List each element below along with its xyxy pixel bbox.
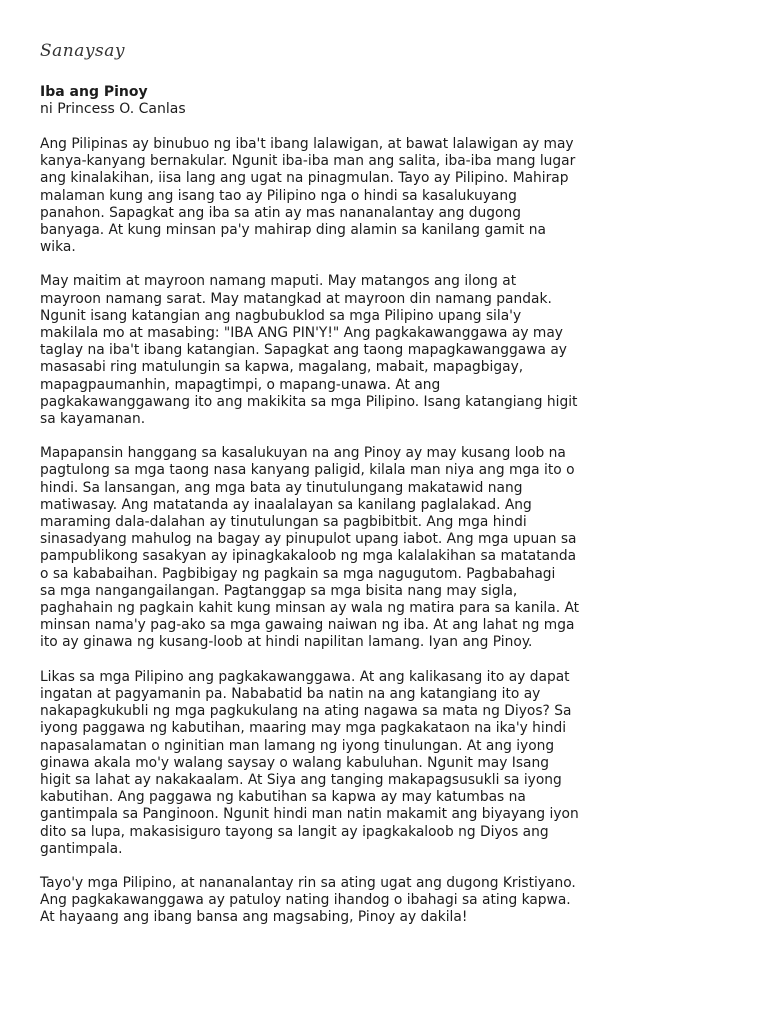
text-line: ito ay ginawa ng kusang-loob at hindi napilitan lamang. Iyan ang Pinoy.	[40, 634, 533, 651]
text-line: gantimpala.	[40, 840, 123, 857]
paragraph	[40, 445, 756, 651]
text-line: ingatan at pagyamanin pa. Nababatid ba natin na ang katangiang ito ay	[40, 685, 541, 702]
text-line: iyong paggawa ng kabutihan, maaring may mga pagkakataon na ika'y hindi	[40, 720, 567, 737]
text-line: ang kinalakihan, iisa lang ang ugat na pinagmulan. Tayo ay Pilipino. Mahirap	[40, 170, 569, 187]
paragraph	[40, 273, 756, 428]
document-category: Sanaysay	[40, 41, 125, 61]
text-line: sa mga nangangailangan. Pagtanggap sa mga bisita nang may sigla,	[40, 582, 518, 599]
text-line: Tayo'y mga Pilipino, at nananalantay rin sa ating ugat ang dugong Kristiyano.	[40, 874, 576, 891]
text-line: Likas sa mga Pilipino ang pagkakawanggawa. At ang kalikasang ito ay dapat	[40, 668, 570, 685]
text-line: Mapapansin hanggang sa kasalukuyan na ang Pinoy ay may kusang loob na	[40, 445, 566, 462]
paragraph	[40, 669, 756, 858]
text-line: pagkakawanggawang ito ang makikita sa mga Pilipino. Isang katangiang higit	[40, 393, 578, 410]
text-line: higit sa lahat ay nakakaalam. At Siya ang tanging makapagsusukli sa iyong	[40, 771, 562, 788]
essay-author: ni Princess O. Canlas	[40, 101, 186, 117]
text-line: sa kayamanan.	[40, 411, 146, 428]
text-line: masasabi ring matulungin sa kapwa, magalang, mabait, mapagbigay,	[40, 359, 524, 376]
text-line: pagtulong sa mga taong nasa kanyang paligid, kilala man niya ang mga ito o	[40, 462, 575, 479]
text-line: mapagpaumanhin, mapagtimpi, o mapang-unawa. At ang	[40, 376, 441, 393]
text-line: taglay na iba't ibang katangian. Sapagkat ang taong mapagkawanggawa ay	[40, 342, 567, 359]
text-line: mayroon namang sarat. May matangkad at mayroon din namang pandak.	[40, 290, 552, 307]
text-line: wika.	[40, 239, 76, 256]
text-line: Ngunit isang katangian ang nagbubuklod sa mga Pilipino upang sila'y	[40, 307, 522, 324]
text-line: minsan nama'y pag-ako sa mga gawaing naiwan ng iba. At ang lahat ng mga	[40, 617, 575, 634]
document-page	[40, 36, 756, 944]
text-line: nakapagkukubli ng mga pagkukulang na ating nagawa sa mata ng Diyos? Sa	[40, 703, 572, 720]
text-line: dito sa lupa, makasisiguro tayong sa langit ay ipagkakaloob ng Diyos ang	[40, 823, 549, 840]
text-line: gantimpala sa Panginoon. Ngunit hindi man natin makamit ang biyayang iyon	[40, 806, 579, 823]
text-line: maraming dala-dalahan ay tinutulungan sa pagbibitbit. Ang mga hindi	[40, 514, 527, 531]
text-line: banyaga. At kung minsan pa'y mahirap ding alamin sa kanilang gamit na	[40, 222, 546, 239]
text-line: ginawa akala mo'y walang saysay o walang kabuluhan. Ngunit may Isang	[40, 754, 549, 771]
text-line: paghahain ng pagkain kahit kung minsan ay wala ng matira para sa kanila. At	[40, 600, 580, 617]
text-line: kabutihan. Ang paggawa ng kabutihan sa kapwa ay may katumbas na	[40, 789, 526, 806]
text-line: o sa kababaihan. Pagbibigay ng pagkain sa mga nagugutom. Pagbabahagi	[40, 565, 556, 582]
paragraph	[40, 136, 756, 256]
text-line: napasalamatan o nginitian man lamang ng iyong tinulungan. At ang iyong	[40, 737, 555, 754]
paragraph	[40, 875, 756, 927]
text-line: Ang pagkakawanggawa ay patuloy nating ihandog o ibahagi sa ating kapwa.	[40, 892, 571, 909]
essay-body	[40, 136, 756, 927]
text-line: May maitim at mayroon namang maputi. May matangos ang ilong at	[40, 273, 517, 290]
text-line: malaman kung ang isang tao ay Pilipino nga o hindi sa kasalukuyang	[40, 187, 517, 204]
essay-title: Iba ang Pinoy	[40, 84, 148, 100]
text-line: panahon. Sapagkat ang iba sa atin ay mas nananalantay ang dugong	[40, 204, 521, 221]
text-line: Ang Pilipinas ay binubuo ng iba't ibang lalawigan, at bawat lalawigan ay may	[40, 136, 574, 152]
text-line: hindi. Sa lansangan, ang mga bata ay tinutulungang makatawid nang	[40, 479, 523, 496]
text-line: makilala mo at masabing: "IBA ANG PIN'Y!" Ang pagkakawanggawa ay may	[40, 325, 563, 342]
text-line: matiwasay. Ang matatanda ay inaalalayan sa kanilang paglalakad. Ang	[40, 496, 532, 513]
text-line: sinasadyang mahulog na bagay ay pinupulot upang iabot. Ang mga upuan sa	[40, 531, 577, 548]
text-line: pampublikong sasakyan ay ipinagkakaloob ng mga kalalakihan sa matatanda	[40, 548, 577, 565]
text-line: At hayaang ang ibang bansa ang magsabing, Pinoy ay dakila!	[40, 909, 468, 926]
text-line: kanya-kanyang bernakular. Ngunit iba-iba man ang salita, iba-iba mang lugar	[40, 153, 576, 170]
